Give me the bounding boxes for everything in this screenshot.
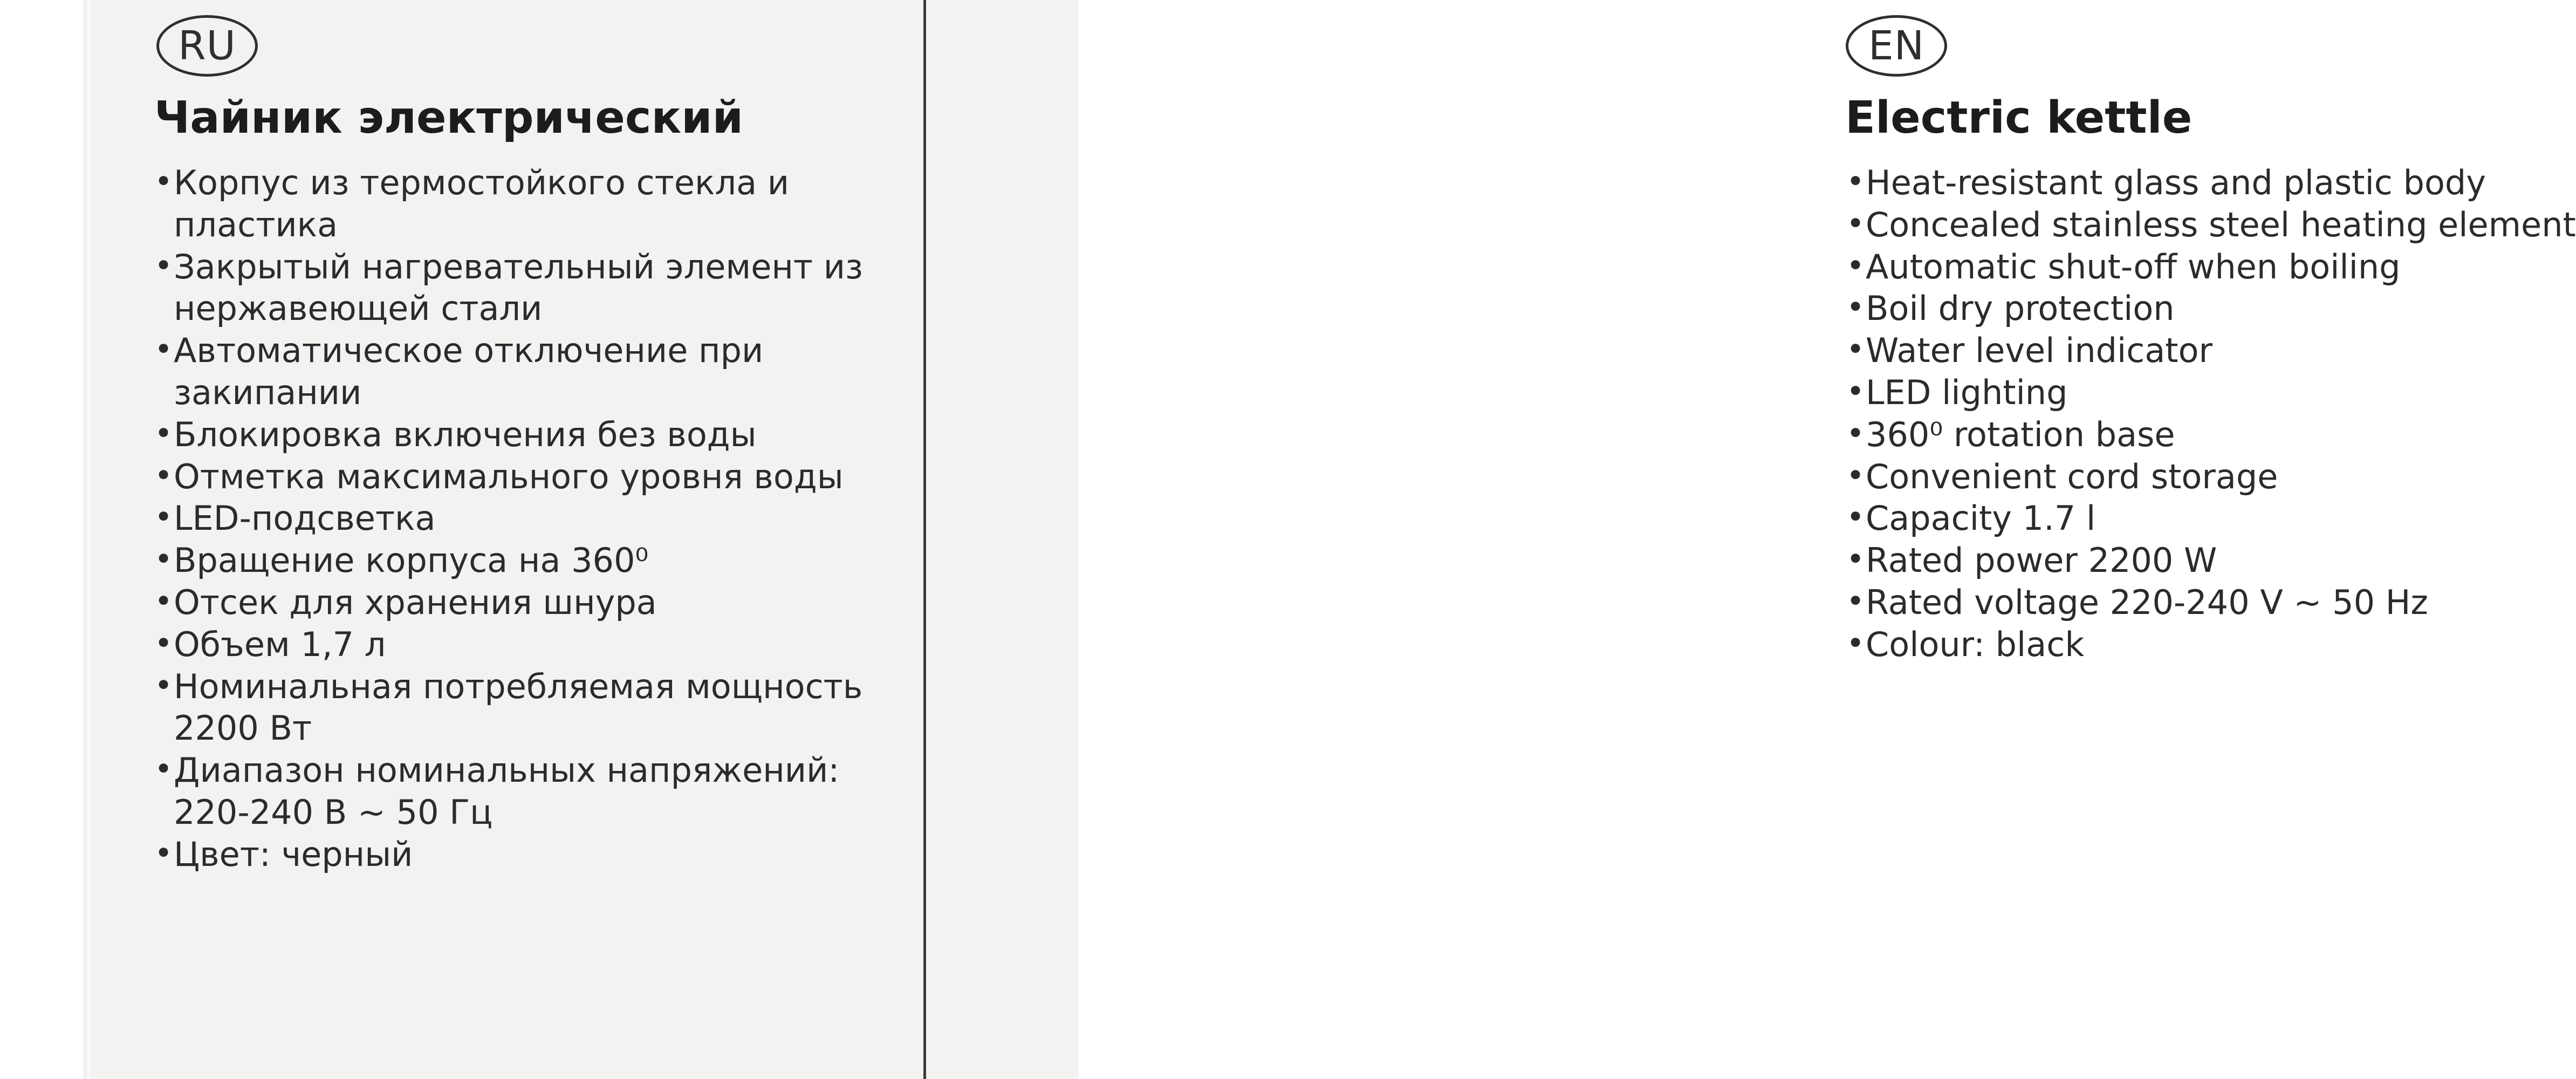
list-item: • 360⁰ rotation base — [1843, 414, 2221, 456]
russian-section — [91, 0, 923, 1079]
product-title-ru: Чайник электрический — [154, 92, 744, 144]
feature-list-ru — [151, 162, 922, 876]
list-item: • Автоматическое отключение при закипании — [151, 330, 922, 414]
list-item: • Capacity 1.7 l — [1843, 497, 2221, 540]
list-item: • Heat-resistant glass and plastic body — [1843, 162, 2221, 204]
list-item: • Rated voltage 220-240 V ~ 50 Hz — [1843, 582, 2221, 624]
language-badge-ru: RU — [156, 15, 258, 77]
list-item: • Colour: black — [1843, 624, 2221, 666]
list-item: • Блокировка включения без воды — [151, 414, 922, 456]
list-item: • Water level indicator — [1843, 330, 2221, 372]
list-item: • LED-подсветка — [151, 497, 922, 540]
list-item: • Вращение корпуса на 360⁰ — [151, 540, 922, 582]
feature-list-en — [1843, 162, 2576, 666]
list-item: • Rated power 2200 W — [1843, 540, 2221, 582]
list-item: • Номинальная потребляемая мощность 2200 Вт — [151, 666, 922, 750]
list-item: • Цвет: черный — [151, 834, 922, 876]
list-item: • Закрытый нагревательный элемент из нержавеющей стали — [151, 246, 922, 330]
language-badge-en: EN — [1846, 15, 1947, 77]
list-item: • Boil dry protection — [1843, 288, 2221, 330]
list-item: • Объем 1,7 л — [151, 624, 922, 666]
package-left-edge — [0, 0, 91, 1079]
product-title-en: Electric kettle — [1845, 92, 2193, 144]
list-item: • Отсек для хранения шнура — [151, 582, 922, 624]
list-item: • Отметка максимального уровня воды — [151, 456, 922, 498]
list-item: • Concealed stainless steel heating element — [1843, 204, 2221, 246]
list-item: • Automatic shut-off when boiling — [1843, 246, 2221, 288]
english-section — [926, 0, 2576, 1079]
list-item: • Корпус из термостойкого стекла и пластика — [151, 162, 922, 246]
list-item: • Диапазон номинальных напряжений: 220-240 В ~ 50 Гц — [151, 749, 922, 834]
list-item: • Convenient cord storage — [1843, 456, 2221, 498]
list-item: • LED lighting — [1843, 372, 2221, 414]
